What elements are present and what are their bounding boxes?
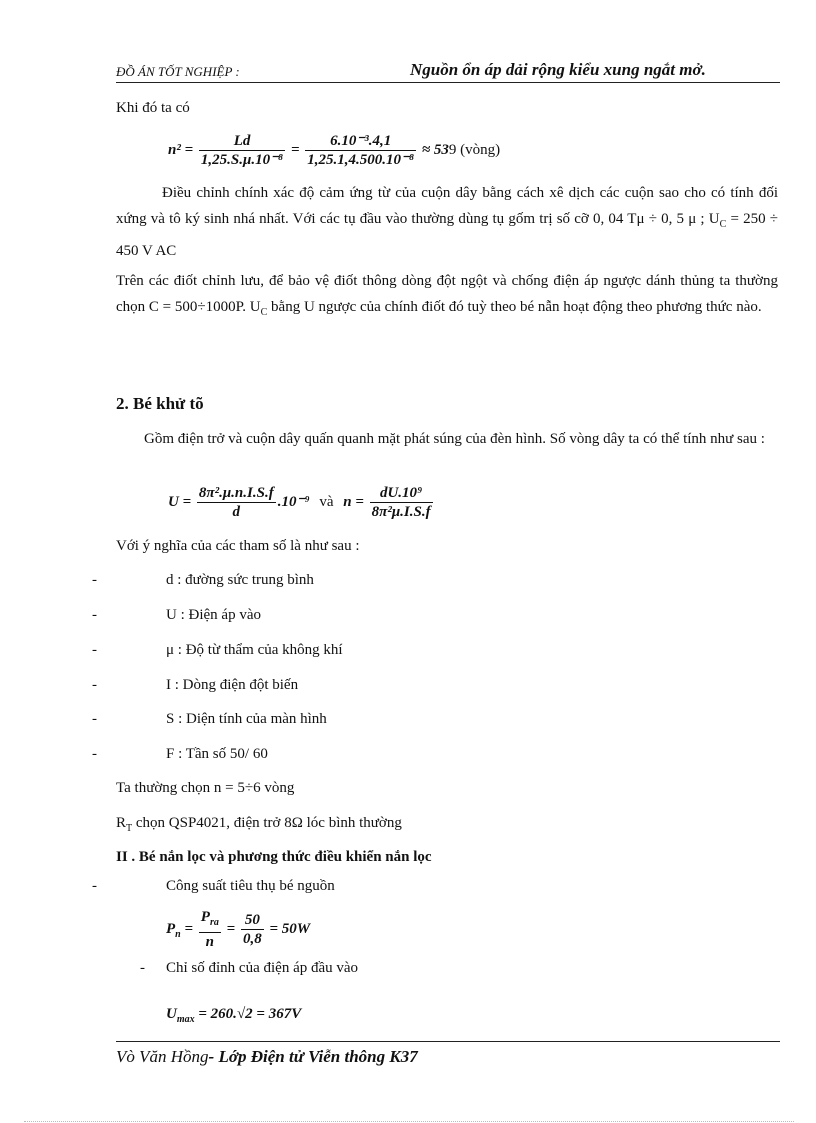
- list-bullet: -: [92, 607, 97, 623]
- params-intro: Với ý nghĩa của các tham số là như sau :: [116, 538, 360, 554]
- choose-n-text: Ta thường chọn n = 5÷6 vòng: [116, 780, 295, 796]
- list-item: I : Dòng điện đột biến: [166, 677, 299, 693]
- list-bullet: -: [92, 572, 97, 588]
- header-title-right: Nguồn ổn áp dải rộng kiểu xung ngắt mở.: [410, 60, 706, 79]
- section-heading-degauss: 2. Bé khử tõ: [116, 394, 204, 413]
- equation-umax: $U_{max} = 260.√2 = 367V$: [166, 1006, 302, 1025]
- rt-text: $R_T$ chọn QSP4021, điện trở 8Ω lóc bình thường: [116, 815, 402, 834]
- list-item-peak-voltage: Chỉ số đỉnh của điện áp đầu vào: [166, 960, 359, 976]
- list-bullet: -: [92, 642, 97, 658]
- equation-n-squared: n² = $\frac{Ld}{\text{1,25.S.μ.10⁻⁸}}$ = $\frac{\text{6.10⁻³.4,1}}{\text{1,25.1,4.500.10⁻⁸}}$ ≈ 539 (vòng): [168, 133, 501, 168]
- list-item: U : Điện áp vào: [166, 607, 261, 623]
- list-bullet: -: [92, 711, 97, 727]
- list-bullet: -: [140, 960, 145, 976]
- list-bullet: -: [92, 677, 97, 693]
- fraction-2: $\frac{\text{6.10⁻³.4,1}}{\text{1,25.1,4.500.10⁻⁸}}$: [307, 133, 415, 168]
- header-title-left: ĐỒ ÁN TỐT NGHIỆP :: [116, 64, 240, 79]
- header-rule: [116, 82, 780, 83]
- equation-u-and-n: U = $\frac{\text{8π².μ.n.I.S.f}}{d}$ .10⁻⁹ và n = $\frac{\text{dU.10⁹}}{\text{8π²μ.I.S.f}}$: [168, 485, 431, 520]
- paragraph-diodes: Trên các điốt chỉnh lưu, để bảo vệ điốt thông dòng đột ngột và chống điện áp ngược dánh thủng ta thường chọn C = 500÷1000P. $U_C$ bằng U ngược của chính điốt đó tuỳ theo bé nẫn hoạt động theo phương thức nào.: [116, 273, 778, 318]
- list-bullet: -: [92, 878, 97, 894]
- equation-power: $P_n$ = $\frac{P_{ra}}{n}$ = $\frac{50}{0,8}$ = 50W: [166, 909, 311, 950]
- section-heading-rectifier: II . Bé nắn lọc và phương thức điều khiển nắn lọc: [116, 849, 432, 865]
- list-item: μ : Độ từ thẩm của không khí: [166, 642, 343, 658]
- intro-text: Khi đó ta có: [116, 100, 190, 116]
- footer-author: Vò Văn Hồng- Lớp Điện tử Viễn thông K37: [116, 1047, 418, 1066]
- list-bullet: -: [92, 746, 97, 762]
- list-item: F : Tần số 50/ 60: [166, 746, 268, 762]
- fraction-1: $\frac{Ld}{\text{1,25.S.μ.10⁻⁸}}$: [200, 133, 284, 168]
- list-item-power: Công suất tiêu thụ bé nguồn: [166, 878, 335, 894]
- footer-rule: [116, 1041, 780, 1042]
- paragraph-inductance: Điều chỉnh chính xác độ cảm ứng từ của cuộn dây bằng cách xê dịch các cuộn sao cho có tính đối xứng và tô ký sinh nhá nhất. Với các tụ đầu vào thường dùng tụ gốm trị số cỡ 0, 04 Tμ ÷ 0, 5 μ ; $U_C = 250 \div 450$ V AC: [116, 185, 778, 259]
- paragraph-degauss: Gồm điện trở và cuộn dây quấn quanh mặt phát súng của đèn hình. Số vòng dây ta có thể tính như sau :: [144, 431, 765, 447]
- page-edge-dots: [24, 1121, 794, 1122]
- list-item: d : đường sức trung bình: [166, 572, 314, 588]
- list-item: S : Diện tính của màn hình: [166, 711, 327, 727]
